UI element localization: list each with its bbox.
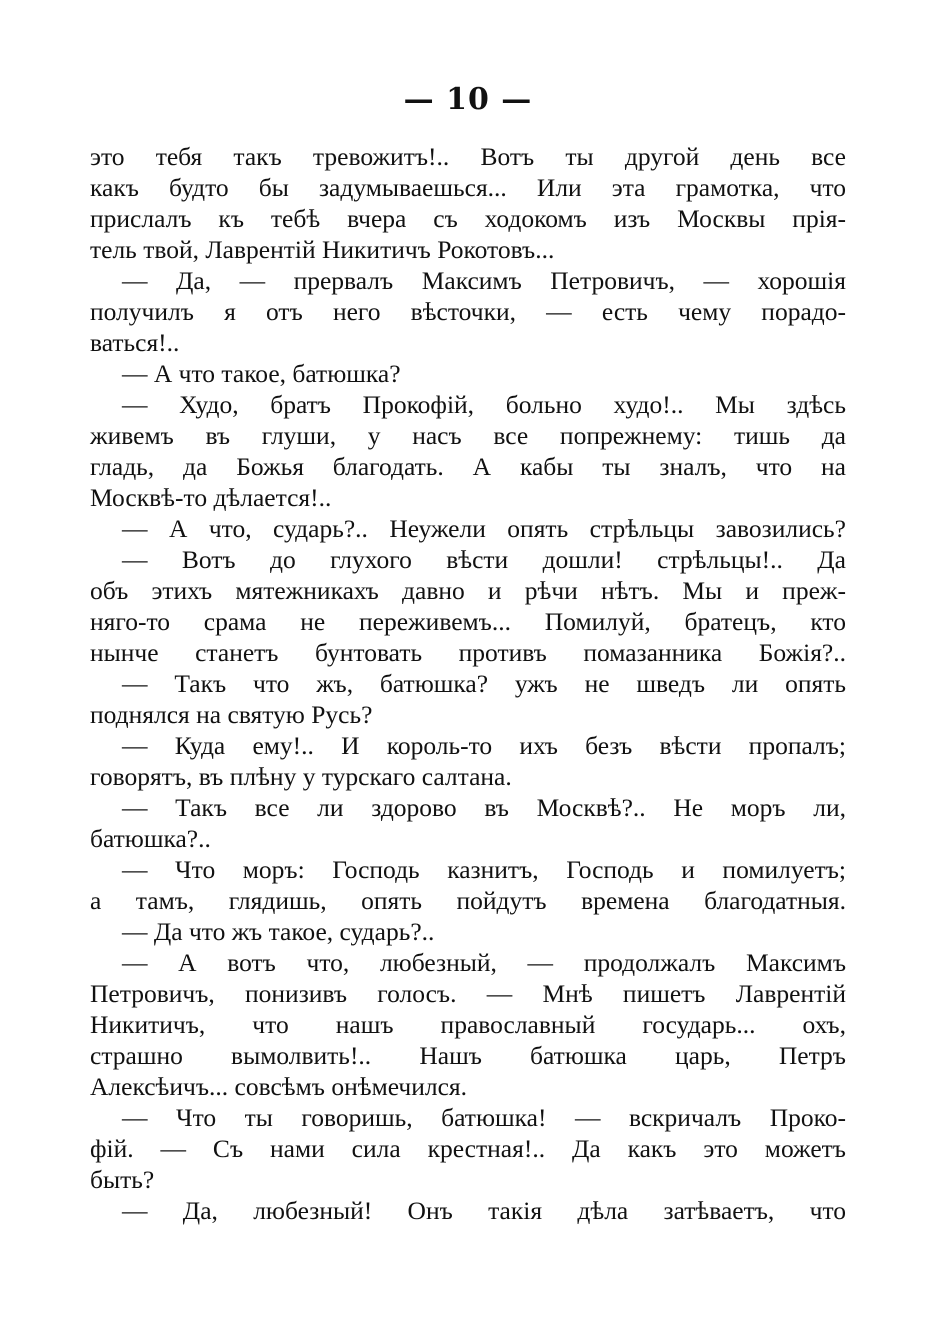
text-line: — Такъ что жъ, батюшка? ужъ не шведъ ли опять (122, 669, 846, 698)
text-line: живемъ въ глуши, у насъ все попрежнему: тишь да (90, 421, 846, 450)
text-line: — А вотъ что, любезный, — продолжалъ Максимъ (122, 948, 846, 977)
text-line: — Такъ все ли здорово въ Москвѣ?.. Не моръ ли, (122, 793, 846, 822)
text-line: какъ будто бы задумываешься... Или эта грамотка, что (90, 173, 846, 202)
text-line: батюшка?.. (90, 824, 211, 853)
text-line: ваться!.. (90, 328, 180, 357)
text-line: а тамъ, глядишь, опять пойдутъ времена благодатныя. (90, 886, 846, 915)
text-line: — Что ты говоришь, батюшка! — вскричалъ Проко- (122, 1103, 846, 1132)
text-line: тель твой, Лаврентій Никитичъ Рокотовъ... (90, 235, 555, 264)
text-line: поднялся на святую Русь? (90, 700, 373, 729)
text-line: нынче станетъ бунтовать противъ помазанника Божія?.. (90, 638, 846, 667)
text-line: гладь, да Божья благодать. А кабы ты зналъ, что на (90, 452, 846, 481)
page-text (90, 141, 846, 1226)
text-line: Петровичъ, понизивъ голосъ. — Мнѣ пишетъ Лаврентій (90, 979, 846, 1008)
text-line: Москвѣ-то дѣлается!.. (90, 483, 332, 512)
text-line: — Да, — прервалъ Максимъ Петровичъ, — хорошія (122, 266, 846, 295)
text-line: Никитичъ, что нашъ православный государь... охъ, (90, 1010, 846, 1039)
text-line: — А что, сударь?.. Неужели опять стрѣльцы завозились? (122, 514, 846, 543)
text-line: страшно вымолвить!.. Нашъ батюшка царь, Петръ (90, 1041, 846, 1070)
text-line: прислалъ къ тебѣ вчера съ ходокомъ изъ Москвы прія- (90, 204, 846, 233)
text-line: говорятъ, въ плѣну у турскаго салтана. (90, 762, 512, 791)
text-line: — Да, любезный! Онъ такія дѣла затѣваетъ, что (122, 1196, 846, 1225)
text-line: — А что такое, батюшка? (122, 359, 401, 388)
text-line: — Куда ему!.. И король-то ихъ безъ вѣсти пропалъ; (122, 731, 846, 760)
text-line: Алексѣичъ... совсѣмъ онѣмечился. (90, 1072, 468, 1101)
page-number: — 10 — (403, 82, 533, 117)
text-line: фій. — Съ нами сила крестная!.. Да какъ это можетъ (90, 1134, 846, 1163)
text-line: быть? (90, 1165, 155, 1194)
text-line: — Худо, братъ Прокофій, больно худо!.. Мы здѣсь (122, 390, 846, 419)
text-line: — Что моръ: Господь казнитъ, Господь и помилуетъ; (122, 855, 846, 884)
text-line: это тебя такъ тревожитъ!.. Вотъ ты другой день все (90, 142, 846, 171)
text-line: объ этихъ мятежникахъ давно и рѣчи нѣтъ. Мы и преж- (90, 576, 846, 605)
text-line: — Вотъ до глухого вѣсти дошли! стрѣльцы!.. Да (122, 545, 846, 574)
text-line: няго-то срама не переживемъ... Помилуй, братецъ, кто (90, 607, 846, 636)
text-line: получилъ я отъ него вѣсточки, — есть чему порадо- (90, 297, 846, 326)
text-line: — Да что жъ такое, сударь?.. (122, 917, 435, 946)
